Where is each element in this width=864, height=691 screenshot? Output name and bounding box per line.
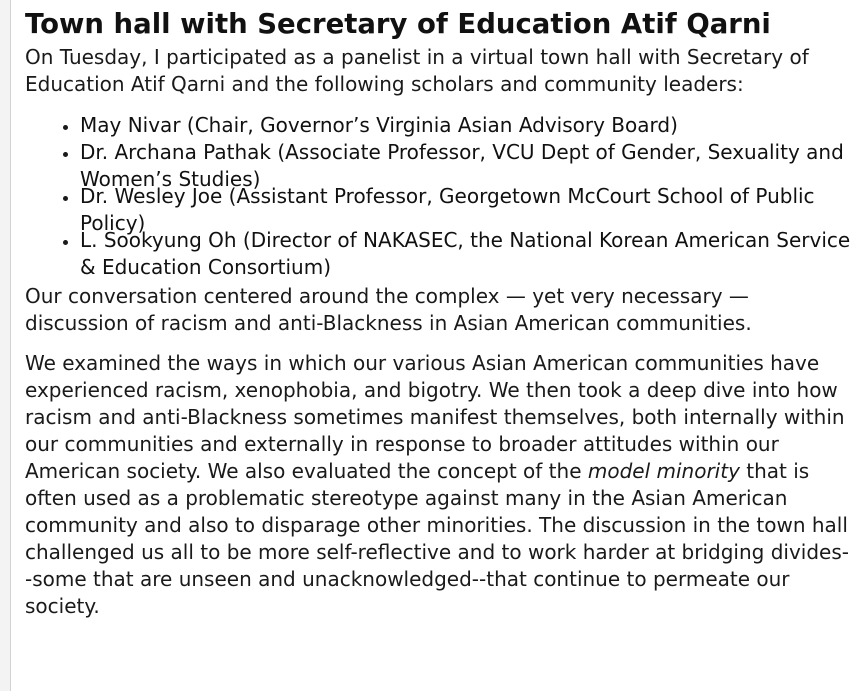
intro-paragraph: On Tuesday, I participated as a panelist in a virtual town hall with Secretary of Education Atif Qarni and the following scholars and community leaders:: [25, 45, 809, 96]
article-body: [25, 4, 855, 620]
examined-text-end: that is often used as a problematic stereotype against many in the Asian American community and also to disparage other minorities. The discussion in the town hall challenged us all to be more self-reflective and to work harder at bridging divides--some that are unseen and unacknowledged--that continue to permeate our society.: [25, 459, 849, 618]
article-title: Town hall with Secretary of Education Atif Qarni: [25, 8, 771, 40]
panelist-list: [25, 112, 855, 281]
examined-paragraph: [25, 350, 855, 620]
conversation-paragraph: Our conversation centered around the complex — yet very necessary — discussion of racism and anti-Blackness in Asian American communities.: [25, 284, 752, 335]
left-border: [0, 0, 11, 691]
panelist-item: May Nivar (Chair, Governor’s Virginia Asian Advisory Board): [80, 112, 855, 139]
panelist-item: Dr. Archana Pathak (Associate Professor, VCU Dept of Gender, Sexuality and Women’s Studies): [80, 139, 855, 183]
examined-text-start: We examined the ways in which our various Asian American communities have experienced racism, xenophobia, and bigotry. We then took a deep dive into how racism and anti-Blackness sometimes manifest themselves, both internally within our communities and externally in response to broader attitudes within our American society. We also evaluated the concept of the: [25, 351, 845, 483]
panelist-item: L. Sookyung Oh (Director of NAKASEC, the National Korean American Service & Education Consortium): [80, 227, 855, 281]
model-minority-emphasis: model minority: [587, 459, 740, 483]
panelist-item: Dr. Wesley Joe (Assistant Professor, Georgetown McCourt School of Public Policy): [80, 183, 855, 227]
